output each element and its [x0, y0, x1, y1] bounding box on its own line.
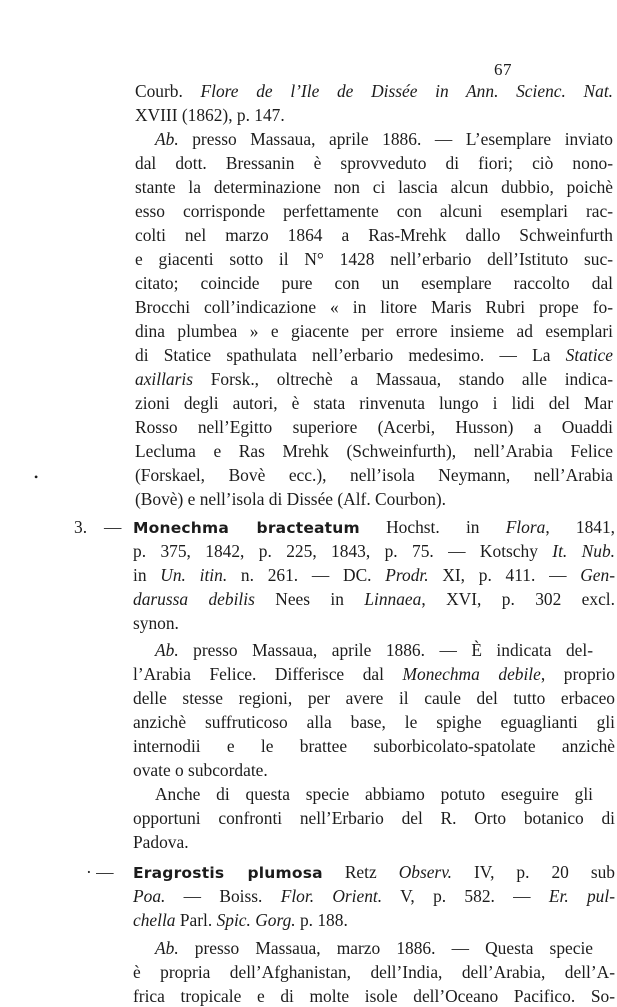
text-line: dina plumbea » e giacente per errore insieme ad esemplari: [135, 321, 613, 341]
text-line: Poa. — Boiss. Flor. Orient. V, p. 582. — Er. pul-: [133, 886, 616, 906]
text-line: darussa debilis Nees in Linnaea, XVI, p. 302 excl.: [133, 589, 615, 609]
text-line: citato; coincide pure con un esemplare raccolto dal: [135, 273, 613, 293]
text-line: anzichè suffruticoso alla base, le spighe eguaglianti gli: [133, 712, 615, 732]
text-line: dal dott. Bressanin è sprovveduto di fiori; ciò nono-: [135, 153, 613, 173]
text-line: Courb. Flore de l’Ile de Dissée in Ann. Scienc. Nat.: [135, 81, 614, 101]
text-line: (Forskael, Bovè ecc.), nell’isola Neymann, nell’Arabia: [135, 465, 613, 485]
text-line: Anche di questa specie abbiamo potuto eseguire gli: [155, 784, 593, 804]
text-line: p. 375, 1842, p. 225, 1843, p. 75. — Kotschy It. Nub.: [133, 541, 615, 561]
text-line: Ab. presso Massaua, aprile 1886. — L’esemplare inviato: [155, 129, 613, 149]
entry-dash-4: · —: [86, 862, 114, 882]
margin-bullet: •: [34, 470, 39, 484]
text-line: Brocchi coll’indicazione « in litore Maris Rubri prope fo-: [135, 297, 613, 317]
text-line: Lecluma e Ras Mrehk (Schweinfurth), nell’Arabia Felice: [135, 441, 613, 461]
text-line: in Un. itin. n. 261. — DC. Prodr. XI, p. 411. — Gen-: [133, 565, 615, 585]
text-line: synon.: [133, 613, 179, 633]
text-line: zioni degli autori, è stata rinvenuta lungo i lidi del Mar: [135, 393, 613, 413]
text-line: chella Parl. Spic. Gorg. p. 188.: [133, 910, 348, 930]
text-line: opportuni confronti nell’Erbario del R. Orto botanico di: [133, 808, 615, 828]
text-line: ovate o subcordate.: [133, 760, 268, 780]
text-line: colti nel marzo 1864 a Ras-Mrehk dallo Schweinfurth: [135, 225, 613, 245]
text-line: Eragrostis plumosa Retz Observ. IV, p. 20 sub: [133, 862, 615, 882]
entry-dash-3: —: [104, 517, 122, 537]
text-line: Monechma bracteatum Hochst. in Flora, 1841,: [133, 517, 616, 537]
text-line: Rosso nell’Egitto superiore (Acerbi, Husson) a Ouaddi: [135, 417, 613, 437]
text-line: frica tropicale e di molte isole dell’Oceano Pacifico. So-: [133, 986, 615, 1006]
text-line: Padova.: [133, 832, 189, 852]
text-line: l’Arabia Felice. Differisce dal Monechma debile, proprio: [133, 664, 615, 684]
text-line: (Bovè) e nell’isola di Dissée (Alf. Courbon).: [135, 489, 447, 509]
text-line: Ab. presso Massaua, marzo 1886. — Questa specie: [155, 938, 593, 958]
entry-number-3: 3.: [74, 517, 88, 537]
text-line: axillaris Forsk., oltrechè a Massaua, stando alle indica-: [135, 369, 613, 389]
text-line: è propria dell’Afghanistan, dell’India, dell’Arabia, dell’A-: [133, 962, 615, 982]
text-line: e giacenti sotto il N° 1428 nell’erbario dell’Istituto suc-: [135, 249, 613, 269]
text-line: XVIII (1862), p. 147.: [135, 105, 285, 125]
text-line: Ab. presso Massaua, aprile 1886. — È indicata del-: [155, 640, 593, 660]
text-line: internodii e le brattee suborbicolato-spatolate anzichè: [133, 736, 615, 756]
text-line: esso corrisponde perfettamente con alcuni esemplari rac-: [135, 201, 613, 221]
page-number: 67: [494, 60, 512, 79]
text-line: stante la determinazione non ci lascia alcun dubbio, poichè: [135, 177, 613, 197]
text-line: di Statice spathulata nell’erbario medesimo. — La Statice: [135, 345, 613, 365]
text-line: delle stesse regioni, per avere il caule del tutto erbaceo: [133, 688, 615, 708]
